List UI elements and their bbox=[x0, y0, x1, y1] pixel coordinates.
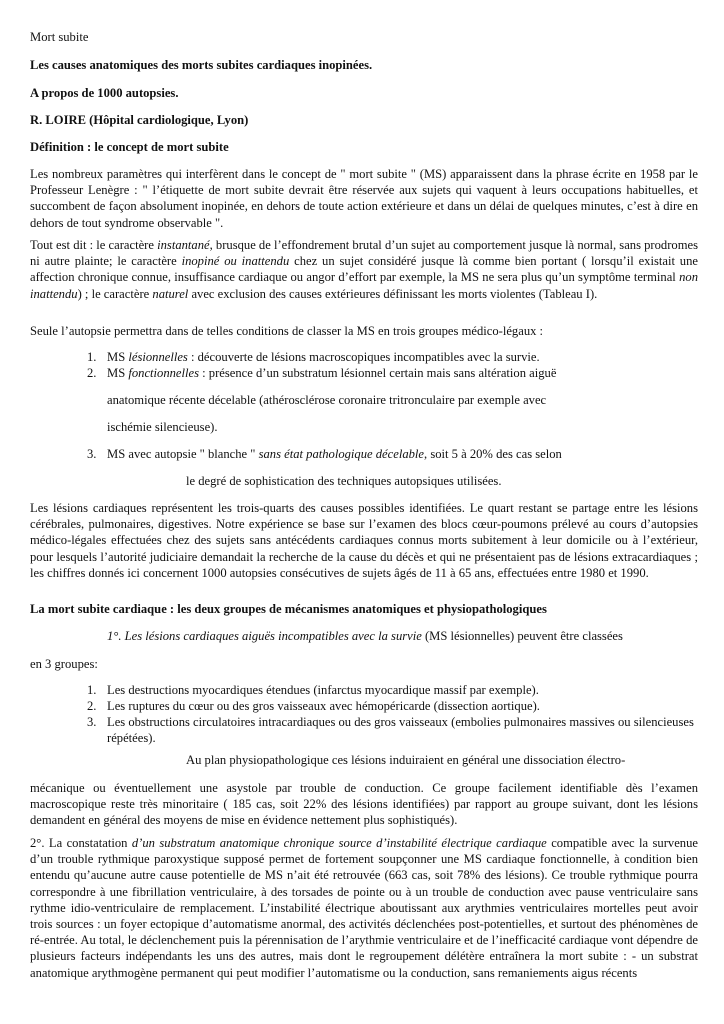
paragraph-autopsy-groups: Seule l’autopsie permettra dans de telles conditions de classer la MS en trois groupes médico-légaux : bbox=[30, 324, 544, 338]
list-item: 2. MS fonctionnelles : présence d’un substratum lésionnel certain mais sans altération aiguë bbox=[87, 366, 557, 380]
list-item-continuation: anatomique récente décelable (athérosclérose coronaire tritronculaire par exemple avec bbox=[107, 393, 547, 407]
list-item: 3. Les obstructions circulatoires intracardiaques ou des gros vaisseaux (embolies pulmonaires massives ou silencieuses répétées). bbox=[87, 715, 694, 746]
section-heading-mechanisms: La mort subite cardiaque : les deux groupes de mécanismes anatomiques et physiopathologiques bbox=[30, 602, 547, 616]
italic-term: inopiné ou inattendu bbox=[181, 254, 290, 269]
paragraph-cardiac-lesions: Les lésions cardiaques représentent les trois-quarts des causes possibles identifiées. Le quart restant se partage entre les lésions cérébrales, pulmonaires, digestives. Notre expérience se base sur l’examen des blocs cœur-poumons prélevé au cours d’autopsies médico-légales effectuées chez des sujets sans antécédents cardiaques connus morts subitement à leur domicile ou à l’extérieur, pour lesquels l’autorité judiciaire demandait la recherche de la cause du décès et qui ne présentaient pas de lésions extracardiaques ; les chiffres donnés ici concernent 1000 autopsies consécutives de sujets âgés de 11 à 65 ans, effectuées entre 1980 et 1990. bbox=[30, 501, 698, 580]
list-item: 1. Les destructions myocardiques étendues (infarctus myocardique massif par exemple). bbox=[87, 683, 539, 697]
paragraph-physiopathology-start: Au plan physiopathologique ces lésions induiraient en général une dissociation électro- bbox=[186, 753, 626, 767]
list-item: 3. MS avec autopsie " blanche " sans état pathologique décelable, soit 5 à 20% des cas selon bbox=[87, 447, 562, 461]
italic-term: naturel bbox=[152, 286, 189, 301]
document-subtitle: A propos de 1000 autopsies. bbox=[30, 86, 179, 100]
paragraph-acute-lesions-continuation: en 3 groupes: bbox=[30, 657, 98, 671]
paragraph-characteristics: Tout est dit : le caractère instantané, brusque de l’effondrement brutal d’un sujet au comportement jusque là normal, sans prodromes ni autre plainte; le caractère inopiné ou inattendu chez un sujet considéré jusque là comme bien portant ( lorsqu’il existait une affection chronique connue, insuffisance cardiaque ou angor d’effort par exemple, la MS ne sera plus qu’un symptôme terminal non inattendu) ; le caractère naturel avec exclusion des causes extérieures définissant les morts violentes (Tableau I). bbox=[30, 238, 698, 301]
document-title: Les causes anatomiques des morts subites cardiaques inopinées. bbox=[30, 58, 373, 72]
list-item-continuation: ischémie silencieuse). bbox=[107, 420, 218, 434]
author-line: R. LOIRE (Hôpital cardiologique, Lyon) bbox=[30, 113, 249, 127]
list-item: 2. Les ruptures du cœur ou des gros vaisseaux avec hémopéricarde (dissection aortique). bbox=[87, 699, 540, 713]
italic-term: instantané bbox=[157, 238, 210, 252]
list-item-continuation: le degré de sophistication des techniques autopsiques utilisées. bbox=[186, 474, 502, 488]
paragraph-physiopathology: mécanique ou éventuellement une asystole par trouble de conduction. Ce groupe facilement identifiable dès l’examen macroscopique reste très minoritaire ( 185 cas, soit 22% des lésions identifiées) par rapport au groupe suivant, dont les lésions demandent en général des moyens de mise en évidence nettement plus sophistiqués). bbox=[30, 781, 698, 828]
italic-term: non inattendu bbox=[30, 270, 698, 301]
list-item: 1. MS lésionnelles : découverte de lésions macroscopiques incompatibles avec la survie. bbox=[87, 350, 540, 364]
paragraph-chronic-substratum: 2°. La constatation d’un substratum anatomique chronique source d’instabilité électrique cardiaque compatible avec la survenue d’un trouble rythmique paroxystique supposé permet de fortement soupçonner une MS cardiaque fonctionnelle, à condition bien entendu qu’aucune autre cause potentielle de MS n’ait été retrouvée (663 cas, soit 78% des lésions). Ce trouble rythmique pourra correspondre à une fibrillation ventriculaire, à des torsades de pointe ou à un trouble de conduction avec pause ventriculaire sans rythme idio-ventriculaire de remplacement. L’instabilité électrique aboutissant aux arythmies ventriculaires mortelles peut avoir trois sources : un foyer ectopique d’automatisme anormal, des activités déclenchées post-potentielles, et surtout des phénomènes de ré-entrée. Au total, le déclenchement puis la pérennisation de l’arythmie ventriculaire et de l’inefficacité cardiaque vont dépendre de plusieurs facteurs indépendants les uns des autres, mais dont le regroupement délétère entraînera la mort subite : - un substrat anatomique arythmogène permanent qui peut modifier l’automatisme ou la conduction, sans remaniements aigus récents bbox=[30, 836, 698, 980]
header-label: Mort subite bbox=[30, 30, 89, 44]
section-heading-definition: Définition : le concept de mort subite bbox=[30, 140, 229, 154]
paragraph-definition: Les nombreux paramètres qui interfèrent dans le concept de " mort subite " (MS) apparaissent dans la phrase écrite en 1958 par le Professeur Lenègre : " l’étiquette de mort subite devrait être réservée aux sujets qui vaquent à leurs occupations habituelles, et succombent de façon absolument inopinée, en dehors de toute action extérieure et dans un délai de quelques minutes, c’est à dire en dehors de tout syndrome observable ". bbox=[30, 167, 698, 230]
paragraph-acute-lesions: 1°. Les lésions cardiaques aiguës incompatibles avec la survie (MS lésionnelles) peuvent être classées bbox=[107, 629, 623, 643]
